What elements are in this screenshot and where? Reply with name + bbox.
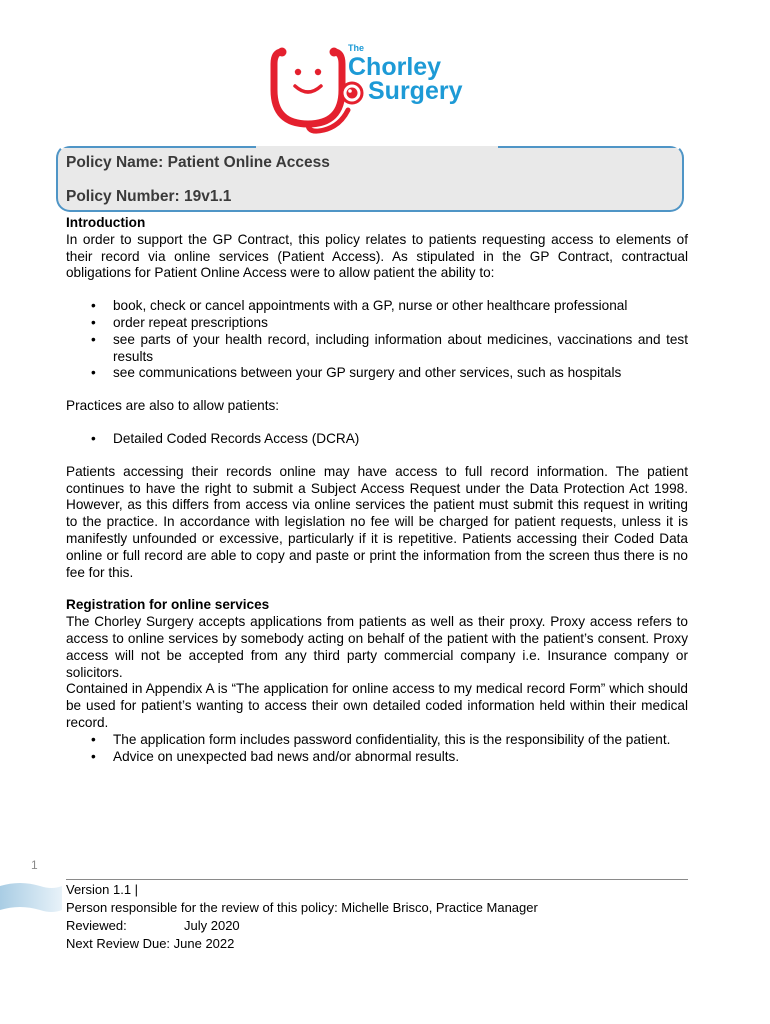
logo-the-word: The [348, 43, 365, 53]
page-side-tab-icon [0, 880, 62, 916]
introduction-paragraph: In order to support the GP Contract, this policy relates to patients requesting access to elements of their record via online services (Patient Access). As stipulated in the GP Contract, contractual obligations for Patient Online Access were to allow patient the ability to: [66, 231, 688, 281]
footer-reviewed [66, 917, 688, 935]
practices-line: Practices are also to allow patients: [66, 398, 280, 414]
list-item: • Detailed Coded Records Access (DCRA) [113, 431, 688, 448]
registration-list [66, 732, 688, 766]
list-item: • see communications between your GP surgery and other services, such as hospitals [113, 365, 688, 382]
list-item: • Advice on unexpected bad news and/or abnormal results. [113, 749, 688, 766]
registration-heading: Registration for online services [66, 597, 270, 613]
practices-list [66, 431, 688, 448]
footer-next-review: Next Review Due: June 2022 [66, 936, 235, 951]
reviewed-value: July 2020 [184, 918, 240, 933]
logo-chorley-word: Chorley [348, 53, 442, 81]
appendix-paragraph: Contained in Appendix A is “The application for online access to my medical record Form” which should be used for patient’s wanting to access their own detailed coded information held within their medical record. [66, 681, 688, 730]
online-abilities-list [66, 298, 688, 382]
page-number: 1 [31, 858, 38, 872]
policy-name: Policy Name: Patient Online Access [66, 154, 330, 171]
stethoscope-logo-icon [268, 38, 508, 138]
footer-divider [66, 879, 688, 880]
reviewed-label: Reviewed: [66, 918, 127, 933]
introduction-heading: Introduction [66, 215, 146, 230]
list-item: • book, check or cancel appointments with a GP, nurse or other healthcare professional [113, 298, 688, 315]
list-item: • see parts of your health record, including information about medicines, vaccinations and test results [113, 332, 688, 366]
registration-paragraph: The Chorley Surgery accepts applications from patients as well as their proxy. Proxy access refers to access to online services by somebody acting on behalf of the patient with the patient’s consent. Proxy access will not be accepted from any third party commercial company i.e. Insurance company or solicitors. [66, 614, 688, 680]
footer-responsible: Person responsible for the review of this policy: Michelle Brisco, Practice Manager [66, 900, 538, 915]
logo-surgery-word: Surgery [368, 77, 463, 105]
list-item: • order repeat prescriptions [113, 315, 688, 332]
list-item: • The application form includes password confidentiality, this is the responsibility of the patient. [113, 732, 688, 749]
footer-version: Version 1.1 | [66, 882, 139, 897]
chorley-surgery-logo [268, 38, 508, 138]
document-body [66, 215, 688, 765]
policy-header-box [56, 144, 684, 212]
record-access-paragraph: Patients accessing their records online may have access to full record information. The patient continues to have the right to submit a Subject Access Request under the Data Protection Act 1998. However, as this differs from access via online services the patient must submit this request in writing to the practice. In accordance with legislation no fee will be charged for patient requests, unless it is manifestly unfounded or excessive, particularly if it is repetitive. Patients accessing their Coded Data online or full record are able to copy and paste or print the information from the screen thus there is no fee for this. [66, 463, 688, 580]
header-border-right [498, 146, 682, 148]
policy-number: Policy Number: 19v1.1 [66, 188, 232, 205]
header-border-left [58, 146, 256, 148]
